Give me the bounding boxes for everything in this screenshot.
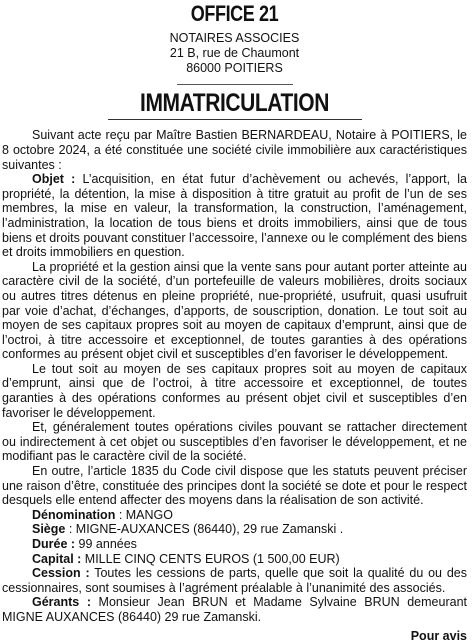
- gerants-label: Gérants :: [32, 595, 91, 610]
- siege-value: : MIGNE-AUXANCES (86440), 29 rue Zamanski .: [65, 522, 344, 537]
- propriete-paragraph: La propriété et la gestion ainsi que la vente sans pour autant porter atteinte au caractère civil de la société, d’un portefeuille de valeurs mobilières, droits sociaux ou autres titres détenus en pleine propriété, nue-propriété, usufruit, quasi usufruit par voie d’achat, d’échanges, d’apports, de souscription, donation. Le tout soit au moyen de ses capitaux propres soit au moyen de capitaux d’emprunt, ainsi que de l’octroi, à titre accessoire et exceptionnel, de toutes garanties à des opérations conformes au présent objet civil et susceptibles d’en favoriser le développement.: [2, 259, 467, 362]
- capital-label: Capital :: [32, 551, 82, 566]
- denomination-value: : MANGO: [115, 507, 173, 522]
- firm-name: NOTAIRES ASSOCIES: [169, 31, 300, 45]
- firm-street: 21 B, rue de Chaumont: [169, 45, 300, 60]
- tout-paragraph: Le tout soit au moyen de ses capitaux propres soit au moyen de capitaux d’emprunt, ainsi que de l’octroi, à titre accessoire et exceptionnel, de toutes garanties à des opérations conformes au présent objet civil et susceptibles d’en favoriser le développement.: [2, 361, 467, 420]
- title-underline: [108, 119, 362, 120]
- objet-text: L’acquisition, en état futur d’achèvement ou achevés, l’apport, la propriété, la détention, la mise à disposition à titre gratuit au profit de l’un de ses membres, la mise en valeur, la transformation, la construction, l’aménagement, l’administration, la location de tous biens et droits immobiliers, ainsi que de tous biens et droits pouvant constituer l’accessoire, l’annexe ou le complément des biens et droits immobiliers en question.: [2, 172, 467, 260]
- header-divider: [177, 84, 293, 85]
- objet-paragraph: [2, 172, 467, 260]
- article-paragraph: En outre, l’article 1835 du Code civil dispose que les statuts peuvent préciser une raison d’être, constituée des principes dont la société se dote et pour le respect desquels elle entend affecter des moyens dans la réalisation de son activité.: [2, 464, 467, 508]
- capital-value: MILLE CINQ CENTS EUROS (1 500,00 EUR): [81, 551, 340, 566]
- objet-label: Objet :: [32, 172, 76, 187]
- siege-line: [2, 522, 467, 537]
- general-paragraph: Et, généralement toutes opérations civiles pouvant se rattacher directement ou indirectement à cet objet ou susceptibles d’en favoriser le développement, et ne modifiant pas le caractère civil de la société.: [2, 420, 467, 464]
- duree-value: 99 années: [75, 537, 137, 552]
- signature-pour-avis: Pour avis: [410, 628, 467, 643]
- intro-paragraph: Suivant acte reçu par Maître Bastien BERNARDEAU, Notaire à POITIERS, le 8 octobre 2024, a été constituée une société civile immobilière aux caractéristiques suivantes :: [2, 128, 467, 172]
- notice-title: IMMATRICULATION: [140, 89, 329, 118]
- capital-line: [2, 552, 467, 567]
- cession-value: Toutes les cessions de parts, quelle que soit la qualité du ou des cessionnaires, sont soumises à l’agrément préalable à l’unanimité des associés.: [2, 566, 467, 595]
- firm-city: 86000 POITIERS: [186, 60, 283, 75]
- gerants-paragraph: [2, 595, 467, 624]
- denomination-line: [2, 508, 467, 523]
- denomination-label: Dénomination: [32, 507, 116, 522]
- office-name: OFFICE 21: [190, 1, 279, 26]
- gerants-value: Monsieur Jean BRUN et Madame Sylvaine BRUN demeurant MIGNE AUXANCES (86440) 29 rue Zamanski.: [2, 595, 467, 624]
- cession-paragraph: [2, 566, 467, 595]
- duree-label: Durée :: [32, 537, 76, 552]
- siege-label: Siège: [32, 522, 66, 537]
- duree-line: [2, 537, 467, 552]
- cession-label: Cession :: [32, 566, 90, 581]
